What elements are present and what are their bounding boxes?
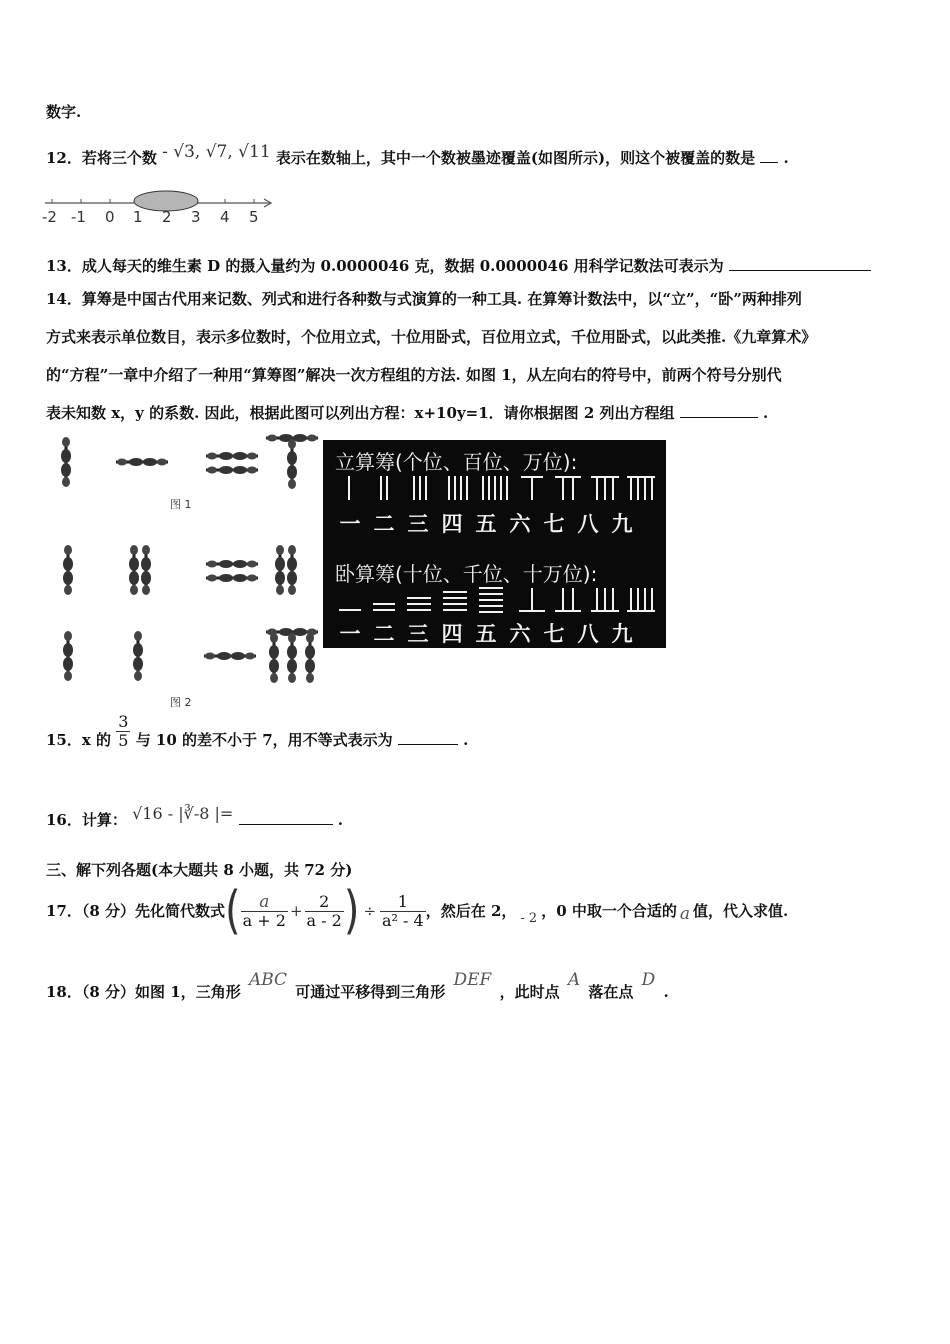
rod-horizontal bbox=[206, 560, 258, 568]
rod-vertical bbox=[63, 631, 73, 681]
q14-line-4 bbox=[46, 394, 906, 432]
question-12 bbox=[46, 142, 789, 168]
fraction-denominator: a² - 4 bbox=[382, 910, 424, 930]
numeral: 三 bbox=[407, 512, 429, 536]
right-paren: ) bbox=[343, 881, 360, 941]
question-16 bbox=[46, 804, 343, 830]
q12-suffix: 表示在数轴上，其中一个数被墨迹覆盖(如图所示)，则这个被覆盖的数是 bbox=[275, 149, 756, 167]
horizontal-numerals bbox=[333, 618, 639, 648]
question-17 bbox=[46, 881, 789, 941]
q17-plus: + bbox=[289, 902, 303, 920]
rod-vertical bbox=[129, 545, 139, 595]
numeral: 一 bbox=[339, 512, 361, 536]
rod-horizontal bbox=[116, 458, 168, 466]
q16-expression: √16 - |∛-8 |= bbox=[132, 804, 234, 823]
counting-rod-svg bbox=[46, 432, 326, 712]
horizontal-rods-row bbox=[337, 586, 657, 614]
rod-vertical bbox=[63, 545, 73, 595]
q17-divide: ÷ bbox=[363, 902, 377, 920]
tick-label: -2 bbox=[42, 208, 57, 226]
q13-text: 13．成人每天的维生素 D 的摄入量约为 0.0000046 克，数据 0.0000046 用科学记数法可表示为 bbox=[46, 257, 724, 275]
q16-answer-blank[interactable] bbox=[239, 810, 333, 825]
left-paren: ( bbox=[225, 881, 241, 941]
tick-label: 2 bbox=[162, 208, 172, 226]
section-3-title: 三、解下列各题(本大题共 8 小题，共 72 分) bbox=[46, 861, 353, 879]
q18-mid: 可通过平移得到三角形 bbox=[295, 983, 446, 1001]
q17-var: a bbox=[679, 904, 691, 924]
upright-numerals bbox=[333, 508, 639, 538]
q15-answer-blank[interactable] bbox=[398, 730, 458, 745]
rod-vertical bbox=[141, 545, 151, 595]
q14-line-4-text: 表未知数 x，y 的系数. 因此，根据此图可以列出方程：x+10y=1．请你根据图 2 列出方程组 bbox=[46, 404, 675, 422]
fraction-numerator: 2 bbox=[319, 891, 330, 911]
rod-vertical bbox=[61, 437, 71, 487]
q15-suffix: 与 10 的差不小于 7，用不等式表示为 bbox=[135, 731, 393, 749]
figure-2-caption: 图 2 bbox=[170, 696, 192, 709]
rod-horizontal bbox=[206, 574, 258, 582]
rod-horizontal bbox=[206, 452, 258, 460]
q18-mid3: 落在点 bbox=[588, 983, 634, 1001]
q18-prefix: 18．（8 分）如图 1，三角形 bbox=[46, 983, 241, 1001]
q18-triangle-1: ABC bbox=[248, 970, 288, 990]
q15-prefix: 15．x 的 bbox=[46, 731, 112, 749]
fraction-numerator: 1 bbox=[397, 891, 408, 911]
tick-label: 0 bbox=[105, 208, 115, 226]
q16-end: . bbox=[337, 811, 343, 829]
q17-prefix: 17．（8 分）先化简代数式 bbox=[46, 902, 226, 920]
q17-fraction-2 bbox=[305, 893, 344, 930]
q12-numbers: - √3, √7, √11 bbox=[162, 142, 271, 162]
q17-mid2: ，0 中取一个合适的 bbox=[541, 902, 677, 920]
q13-answer-blank[interactable] bbox=[729, 256, 871, 271]
q18-mid2: ，此时点 bbox=[499, 983, 560, 1001]
numeral: 二 bbox=[373, 512, 395, 536]
numeral: 三 bbox=[407, 622, 429, 646]
fraction-denominator: a + 2 bbox=[242, 910, 286, 930]
numeral: 四 bbox=[441, 512, 463, 536]
q14-line-3: 的“方程”一章中介绍了一种用“算筹图”解决一次方程组的方法. 如图 1，从左向右的符号中，前两个符号分别代 bbox=[46, 366, 782, 384]
counting-rod-table bbox=[323, 440, 666, 648]
upright-rods-row bbox=[337, 474, 657, 502]
q14-answer-blank[interactable] bbox=[680, 403, 758, 418]
tick-label: 3 bbox=[191, 208, 201, 226]
q14-line-1: 14．算筹是中国古代用来记数、列式和进行各种数与式演算的一种工具. 在算筹计数法中，以“立”，“卧”两种排列 bbox=[46, 290, 802, 308]
q15-fraction bbox=[116, 713, 130, 750]
numeral: 四 bbox=[441, 622, 463, 646]
q12-answer-blank[interactable] bbox=[760, 148, 778, 163]
numeral: 一 bbox=[339, 622, 361, 646]
upright-rods-title: 立算筹(个位、百位、万位): bbox=[335, 450, 578, 474]
numeral: 五 bbox=[475, 512, 497, 536]
rod-vertical bbox=[305, 633, 315, 683]
q12-end: . bbox=[783, 149, 789, 167]
question-14 bbox=[46, 280, 906, 432]
fraction-denominator: a - 2 bbox=[306, 910, 342, 930]
tick-label: 1 bbox=[133, 208, 143, 226]
numeral: 七 bbox=[543, 622, 565, 646]
horizontal-rods-title: 卧算筹(十位、千位、十万位): bbox=[335, 562, 598, 586]
counting-rod-figures bbox=[46, 432, 326, 712]
rod-vertical bbox=[275, 545, 285, 595]
q17-suffix: 值，代入求值. bbox=[693, 902, 789, 920]
tick-label: -1 bbox=[71, 208, 86, 226]
numeral: 九 bbox=[611, 622, 633, 646]
rod-vertical bbox=[287, 545, 297, 595]
numeral: 二 bbox=[373, 622, 395, 646]
q17-fraction-1 bbox=[241, 893, 288, 930]
q17-mid: ，然后在 2， bbox=[425, 902, 517, 920]
q18-end: . bbox=[663, 983, 669, 1001]
q18-point-2: D bbox=[641, 970, 656, 990]
rod-horizontal bbox=[204, 652, 256, 660]
q14-end: . bbox=[763, 404, 769, 422]
numeral: 六 bbox=[509, 512, 531, 536]
question-18 bbox=[46, 970, 669, 1002]
q17-fraction-3 bbox=[380, 893, 426, 930]
tick-label: 4 bbox=[220, 208, 230, 226]
fraction-numerator: a bbox=[259, 891, 270, 912]
q18-triangle-2: DEF bbox=[453, 970, 492, 990]
q16-prefix: 16．计算： bbox=[46, 811, 127, 829]
numeral: 八 bbox=[577, 512, 599, 536]
rod-vertical bbox=[269, 633, 279, 683]
q12-prefix: 12．若将三个数 bbox=[46, 149, 157, 167]
numeral: 七 bbox=[543, 512, 565, 536]
rod-vertical bbox=[133, 631, 143, 681]
question-15 bbox=[46, 711, 469, 762]
numeral: 六 bbox=[509, 622, 531, 646]
figure-1-caption: 图 1 bbox=[170, 498, 192, 511]
fraction-numerator: 3 bbox=[118, 711, 129, 731]
q18-point-1: A bbox=[567, 970, 581, 990]
top-fragment: 数字. bbox=[46, 103, 82, 121]
q14-line-2: 方式来表示单位数目，表示多位数时，个位用立式，十位用卧式，百位用立式，千位用卧式，以此类推.《九章算术》 bbox=[46, 328, 817, 346]
rod-vertical bbox=[287, 439, 297, 489]
fraction-denominator: 5 bbox=[118, 730, 129, 750]
number-line-figure bbox=[40, 186, 280, 226]
rod-horizontal bbox=[206, 466, 258, 474]
numeral: 八 bbox=[577, 622, 599, 646]
question-13 bbox=[46, 256, 871, 276]
rod-vertical bbox=[287, 633, 297, 683]
q15-end: . bbox=[463, 731, 469, 749]
numeral: 五 bbox=[475, 622, 497, 646]
numeral: 九 bbox=[611, 512, 633, 536]
q17-neg2: - 2 bbox=[520, 911, 538, 926]
tick-label: 5 bbox=[249, 208, 259, 226]
